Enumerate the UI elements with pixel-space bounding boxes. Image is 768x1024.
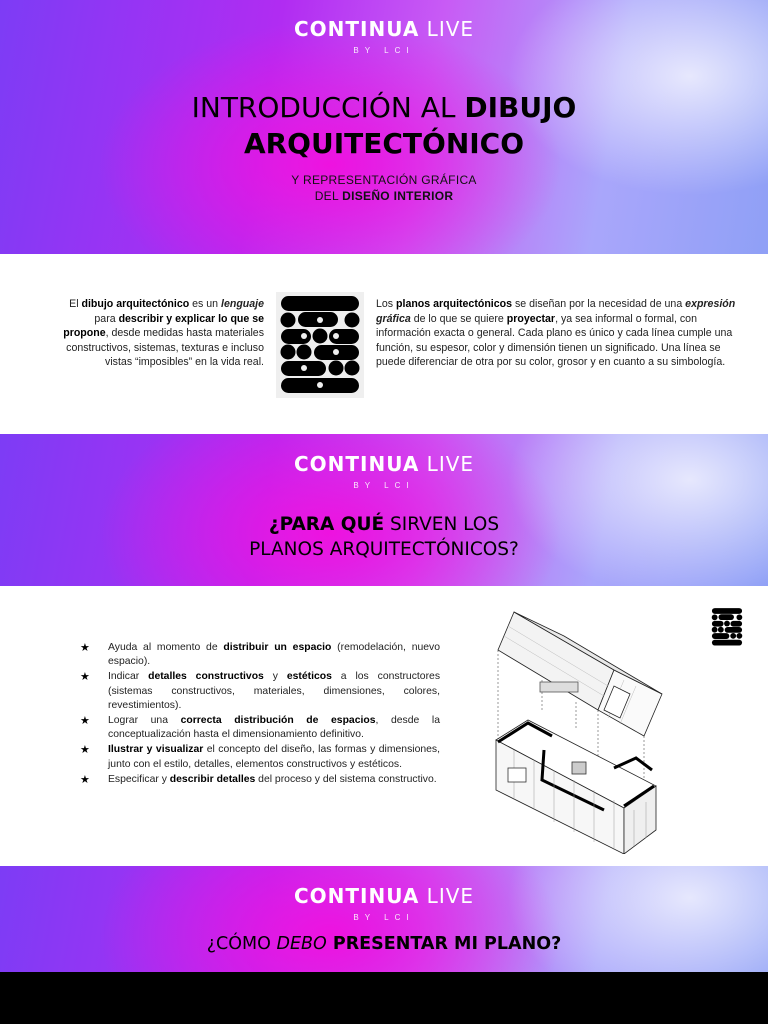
footer-bar — [0, 972, 768, 1024]
star-bullet-icon: ★ — [80, 642, 90, 654]
text-run: expresión gráfica — [376, 298, 736, 325]
section-title-presentation: ¿CÓMO DEBO PRESENTAR MI PLANO? — [206, 934, 562, 954]
bullet-item — [80, 743, 440, 771]
text-run: Ilustrar y visualizar — [108, 744, 204, 756]
text-run: se diseñan por la necesidad de una — [512, 298, 686, 310]
text-run: , desde la conceptualización hasta el dimensionamiento definitivo. — [108, 715, 440, 741]
intro-left-text — [58, 297, 264, 370]
text-run: Indicar — [108, 671, 149, 683]
text-run: el concepto del diseño, las formas y dimensiones, junto con el estilo, detalles, elementos constructivos y estéticos. — [108, 744, 440, 770]
hero-banner — [0, 0, 768, 254]
hero-title: INTRODUCCIÓN AL DIBUJO ARQUITECTÓNICO — [191, 91, 577, 160]
text-run: correcta distribución de espacios — [180, 715, 376, 727]
text-run: es un — [189, 298, 222, 310]
text-run: proyectar — [506, 312, 556, 325]
text-run: dibujo arquitectónico — [81, 298, 190, 310]
text-run: Ayuda al momento de — [108, 642, 224, 653]
text-run: El — [69, 298, 82, 310]
text-run: estéticos — [286, 671, 332, 683]
star-bullet-icon: ★ — [80, 715, 90, 728]
text-run: , desde medidas hasta materiales constructivos, sistemas, texturas e incluso vistas “imposibles” en la vida real. — [66, 327, 264, 369]
star-bullet-icon: ★ — [80, 671, 90, 684]
pattern-logo-icon — [276, 292, 364, 398]
text-run: detalles constructivos — [148, 671, 264, 683]
text-run: de lo que se quiere — [410, 312, 507, 325]
text-run: Los — [376, 298, 397, 310]
text-run: lenguaje — [221, 298, 264, 310]
brand-byline: BY LCI — [353, 46, 415, 55]
purpose-bullet-list — [80, 641, 440, 788]
text-run: describir detalles — [169, 773, 256, 785]
star-bullet-icon: ★ — [80, 744, 90, 757]
bullet-item — [80, 714, 440, 742]
star-bullet-icon: ★ — [80, 773, 90, 786]
intro-right-text — [376, 297, 744, 370]
text-run: del proceso y del sistema constructivo. — [255, 773, 437, 785]
bullet-item — [80, 773, 440, 787]
text-run: describir y explicar lo que se propone — [63, 312, 264, 340]
bullet-item — [80, 641, 440, 669]
brand-byline: BY LCI — [353, 481, 415, 490]
text-run: Lograr una — [108, 715, 181, 727]
text-run: para — [94, 312, 119, 325]
text-run: , ya sea informal o formal, con información exacta o general. Cada plano es único y cada línea cumple una función, su espesor, color y dimensión tienen un significado. Una línea se puede diferenciar de otra por su color, grosor y en cuanto a su simbología. — [376, 312, 733, 369]
section-banner-purpose — [0, 434, 768, 586]
bullet-item — [80, 670, 440, 713]
brand-logo: CONTINUA LIVE — [293, 884, 475, 908]
pattern-logo-small-icon — [710, 606, 744, 648]
section-banner-presentation — [0, 866, 768, 972]
brand-byline: BY LCI — [353, 913, 415, 922]
hero-subtitle: Y REPRESENTACIÓN GRÁFICA DEL DISEÑO INTERIOR — [291, 173, 477, 203]
text-run: Especificar y — [108, 773, 170, 785]
text-run: distribuir un espacio — [223, 642, 332, 653]
text-run: y — [263, 671, 287, 683]
section-title-purpose: ¿PARA QUÉ SIRVEN LOS PLANOS ARQUITECTÓNICOS? — [249, 514, 519, 560]
text-run: (remodelación, nuevo espacio). — [108, 642, 441, 668]
text-run: a los constructores (sistemas constructivos, materiales, dimensiones, colores, revestimientos). — [108, 671, 441, 711]
intro-section — [0, 254, 768, 434]
text-run: planos arquitectónicos — [396, 298, 512, 310]
axonometric-house-illustration — [484, 610, 674, 854]
brand-logo: CONTINUA LIVE — [293, 452, 475, 476]
brand-logo: CONTINUA LIVE — [293, 17, 475, 41]
